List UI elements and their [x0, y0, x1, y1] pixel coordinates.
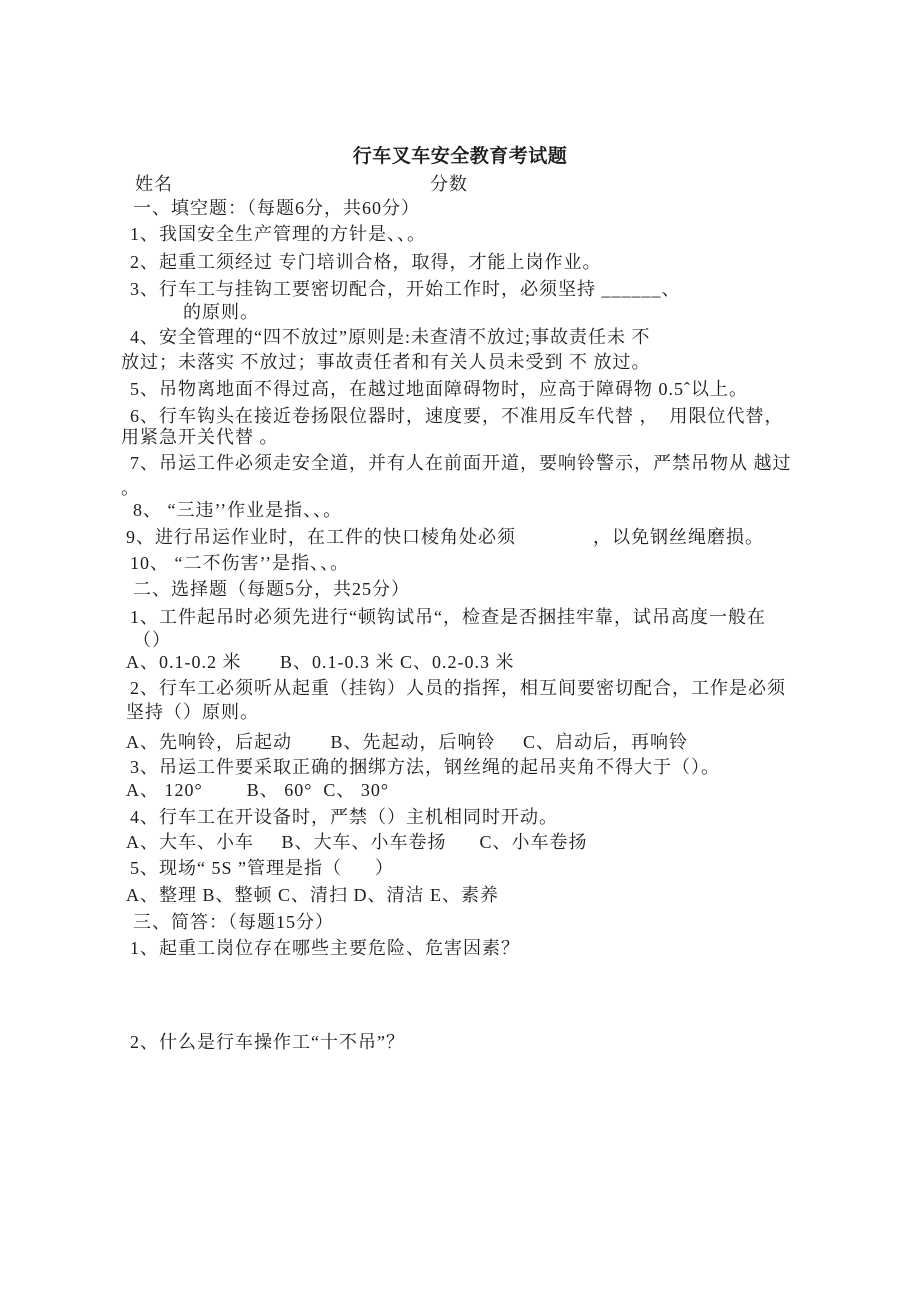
page-title: 行车叉车安全教育考试题 — [352, 146, 568, 167]
text-line: 1、起重工岗位存在哪些主要危险、危害因素？ — [130, 938, 520, 958]
text-line: 9、进行吊运作业时，在工件的快口棱角处必须 ，以免钢丝绳磨损。 — [126, 527, 764, 547]
text-line: 6、行车钩头在接近卷扬限位器时，速度要，不准用反车代替 ， 用限位代替， — [130, 406, 784, 426]
section-heading-short-answer: 三、简答：（每题15分） — [133, 912, 334, 932]
text-line: 4、行车工在开设备时，严禁（）主机相同时开动。 — [130, 807, 558, 827]
text-line: 放过；未落实 不放过；事故责任者和有关人员未受到 不 放过。 — [121, 352, 651, 372]
section-heading-fill-in: 一、填空题：（每题6分，共60分） — [133, 198, 420, 218]
option-line: A、整理 B、整顿 C、清扫 D、清洁 E、素养 — [126, 885, 500, 905]
text-line: 4、安全管理的“四不放过”原则是:未查清不放过;事故责任未 不 — [130, 327, 651, 347]
text-line: 8、 “三违’’作业是指、、。 — [133, 500, 343, 520]
text-line: 2、行车工必须听从起重（挂钩）人员的指挥，相互间要密切配合，工作是必须 — [130, 678, 786, 698]
section-heading-choice: 二、选择题（每题5分，共25分） — [133, 579, 410, 599]
text-line: 1、我国安全生产管理的方针是、、。 — [130, 224, 426, 244]
text-line: 5、吊物离地面不得过高，在越过地面障碍物时，应高于障碍物 0.5ˆ以上。 — [130, 379, 748, 399]
text-line: 的原则。 — [183, 302, 259, 322]
text-line: 5、现场“ 5S ”管理是指（ ） — [130, 858, 394, 878]
text-line: 坚持（）原则。 — [126, 702, 259, 722]
text-line: 3、行车工与挂钩工要密切配合，开始工作时，必须坚持 ______、 — [130, 279, 681, 299]
text-line: 2、起重工须经过 专门培训合格，取得，才能上岗作业。 — [130, 252, 602, 272]
option-line: A、0.1-0.2 米 B、0.1-0.3 米 C、0.2-0.3 米 — [126, 652, 515, 672]
text-line: 用紧急开关代替 。 — [121, 427, 279, 447]
score-label: 分数 — [430, 174, 468, 194]
text-line: 3、吊运工件要采取正确的捆绑方法，钢丝绳的起吊夹角不得大于（）。 — [130, 757, 720, 777]
option-line: A、 120° B、 60° C、 30° — [126, 780, 390, 800]
text-line: 10、 “二不伤害’’是指、、。 — [130, 553, 350, 573]
option-line: A、大车、小车 B、大车、小车卷扬 C、小车卷扬 — [126, 832, 588, 852]
text-line: 7、吊运工件必须走安全道，并有人在前面开道，要响铃警示，严禁吊物从 越过 — [130, 453, 792, 473]
text-line: （） — [133, 630, 171, 650]
name-label: 姓名 — [135, 174, 173, 194]
option-line: A、先响铃，后起动 B、先起动，后响铃 C、启动后，再响铃 — [126, 732, 689, 752]
text-line: 1、工件起吊时必须先进行“顿钩试吊“，检查是否捆挂牢靠，试吊高度一般在 — [130, 607, 766, 627]
text-line: 。 — [121, 478, 140, 498]
text-line: 2、什么是行车操作工“十不吊”？ — [130, 1032, 405, 1052]
